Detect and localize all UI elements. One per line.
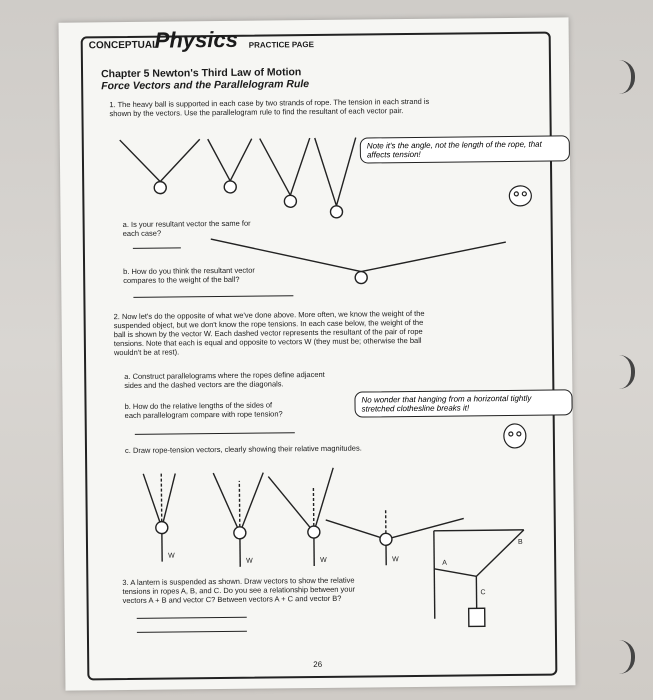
header-physics: Physics xyxy=(154,26,239,53)
q2-ball-3 xyxy=(268,468,334,567)
q1-ball-2 xyxy=(208,139,253,193)
q3-lantern-diagram xyxy=(434,530,525,627)
page-number: 26 xyxy=(313,659,323,670)
worksheet-page xyxy=(59,17,576,690)
rope-label-b: B xyxy=(517,538,523,546)
header-practice-page: PRACTICE PAGE xyxy=(248,40,315,50)
rope-label-c: C xyxy=(480,589,486,597)
weight-label: W xyxy=(320,556,327,564)
question-1-prompt: 1. The heavy ball is supported in each case by two strands of rope. The tension in each strand is shown by the vectors. Use the parallelogram rule to find the resultant of each vector pair. xyxy=(109,96,430,119)
worksheet-diagrams xyxy=(59,17,576,690)
header-conceptual: CONCEPTUAL xyxy=(88,39,159,52)
section-subtitle: Force Vectors and the Parallelogram Rule xyxy=(101,78,310,93)
q2-ball-2 xyxy=(213,473,264,568)
q1-ball-5 xyxy=(211,236,506,285)
question-2-prompt: 2. Now let's do the opposite of what we've done above. More often, we know the weight of the suspended object, but we don't know the rope tensions. In each case below, the weight of the ball is shown by the vector W. Each dashed vector represents the resultant of the pair of rope tensions. Note that each is equal and opposite to vectors W (they must be; otherwise the ball wouldn't be at rest). xyxy=(113,308,425,358)
q1-ball-4 xyxy=(315,138,357,218)
chapter-title: Chapter 5 Newton's Third Law of Motion xyxy=(100,66,302,81)
question-1a: a. Is your resultant vector the same for each case? xyxy=(122,218,251,239)
q1-ball-1 xyxy=(120,139,201,194)
question-3-prompt: 3. A lantern is suspended as shown. Draw vectors to show the relative tensions in ropes A, B, and C. Do you see a relationship between your vectors A + B and vector C? Between vectors A + C and vector B? xyxy=(122,575,356,606)
question-2b: b. How do the relative lengths of the sides of each parallelogram compare with rope tension? xyxy=(124,400,283,421)
question-1b: b. How do you think the resultant vector compares to the weight of the ball? xyxy=(123,265,255,286)
note-bubble-1: Note it's the angle, not the length of the rope, that affects tension! xyxy=(360,135,570,163)
cartoon-character-icon xyxy=(509,186,531,206)
question-2a: a. Construct parallelograms where the ropes define adjacent sides and the dashed vectors are the diagonals. xyxy=(124,369,325,391)
weight-label: W xyxy=(392,556,399,564)
weight-label: W xyxy=(168,552,175,560)
question-2c: c. Draw rope-tension vectors, clearly showing their relative magnitudes. xyxy=(124,443,362,456)
q2-ball-1 xyxy=(143,471,176,561)
q1-ball-3 xyxy=(260,138,311,208)
weight-label: W xyxy=(246,557,253,565)
rope-label-a: A xyxy=(442,559,447,567)
cartoon-character-icon xyxy=(504,424,526,448)
note-bubble-2: No wonder that hanging from a horizontal tightly stretched clothesline breaks it! xyxy=(354,389,572,417)
